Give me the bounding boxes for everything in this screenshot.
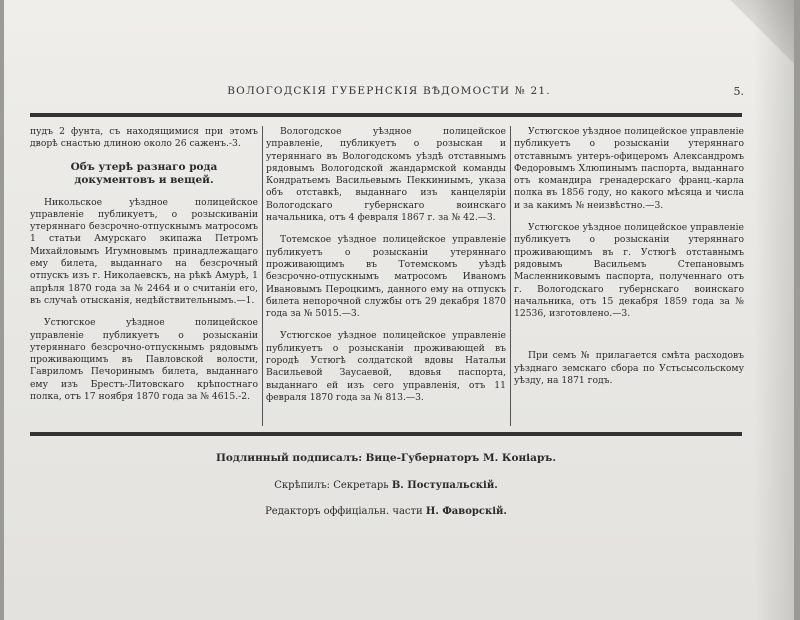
signature-line [30, 506, 742, 517]
page-header [34, 85, 744, 101]
newspaper-title: ВОЛОГОДСКІЯ ГУБЕРНСКІЯ ВѢДОМОСТИ № 21. [227, 85, 551, 97]
notice-paragraph: Вологодское уѣздное полицейское управленіе, публикуетъ о розыскан и утеряннаго въ Вологодскомъ уѣздѣ отставнымъ рядовымъ Вологодской жандармской команды Кондратьемъ Васильевымъ Пеккиниымъ, указа объ отставкѣ, выданнаго изъ канцеляріи Вологодскаго губернскаго воинскаго начальника, отъ 4 февраля 1867 г. за № 42.—3. [266, 126, 506, 224]
header-rule [30, 113, 742, 117]
notice-paragraph: Устюгское уѣздное полицейское управленіе публикуетъ о розысканіи утеряннаго проживающимъ въ г. Устюгѣ отставнымъ рядовымъ Васильемъ Степановымъ Масленниковымъ паспорта, полученнаго отъ г. Вологодскаго губернскаго воинскаго начальника, отъ 15 декабря 1859 года за № 12536, изготовлено.—3. [514, 222, 744, 320]
notice-paragraph: Устюгское уѣздное полицейское управленіе публикуетъ о розысканіи утеряннаго отставнымъ унтеръ-офицеромъ Александромъ Федоровымъ Хлюпинымъ паспорта, выданнаго отъ командира гренадерскаго франц.-карла полка въ 1856 году, но какого мѣсяца и числа и за какимъ № неизвѣстно.—3. [514, 126, 744, 211]
signature-line [30, 452, 742, 464]
section-heading: Объ утерѣ разнаго рода документовъ и вещей. [70, 160, 218, 186]
column-2 [266, 126, 506, 414]
signature-label: Скрѣпилъ: Секретарь [274, 480, 389, 491]
signature-name: Н. Фаворскій. [425, 506, 507, 517]
signature-label: Подлинный подписалъ: [215, 452, 363, 464]
continued-text: пудъ 2 фунта, съ находящимися при этомъ дворѣ снастью длиною около 26 саженъ.-3. [30, 126, 258, 150]
column-divider [262, 126, 263, 426]
column-3 [514, 126, 744, 397]
column-1 [30, 126, 258, 413]
column-divider [510, 126, 511, 426]
page-fold [724, 0, 794, 70]
signature-name: В. Поступальскій. [391, 480, 498, 491]
footer-rule [30, 432, 742, 436]
signature-name: Вице-Губернаторъ М. Коніаръ. [365, 452, 556, 464]
notice-paragraph: Устюгское уѣздное полицейское управленіе публикуетъ о розысканіи утеряннаго безсрочно-отпускнымъ рядовымъ проживающимъ въ Павловской волости, Гавриломъ Печоринымъ билета, выданнаго ему изъ Брестъ-Литовскаго крѣпостнаго полка, отъ 17 ноября 1870 года за № 4615.-2. [30, 317, 258, 403]
notice-paragraph: Тотемское уѣздное полицейское управленіе публикуетъ о розысканіи утеряннаго проживающимъ въ Тотемскомъ уѣздѣ безсрочно-отпускнымъ матросомъ Иваномъ Ивановымъ Пероцкимъ, данного ему на отпускъ билета непорочной службы отъ 29 декабря 1870 года за № 5015.—3. [266, 234, 506, 320]
notice-paragraph: Устюгское уѣздное полицейское управленіе публикуетъ о розысканіи проживающей въ городѣ Устюгѣ солдатской вдовы Натальи Васильевой Заусаевой, вдовья паспорта, выданнаго ей изъ сего управленія, отъ 11 февраля 1870 года за № 813.—3. [266, 330, 506, 403]
signature-label: Редакторъ оффиціальн. части [265, 506, 423, 517]
notice-paragraph: Никольское уѣздное полицейское управленіе публикуетъ, о розыскиваніи утеряннаго безсрочно-отпускнымъ матросомъ 1 статьи Амурскаго экипажа Петромъ Михайловымъ Игумновымъ принадлежащаго ему билета, выданнаго на безсрочный отпускъ изъ г. Николаевскъ, на рѣкѣ Амурѣ, 1 апрѣля 1870 года за № 2464 и о считаніи его, въ случаѣ отысканія, недѣйствительнымъ.—1. [30, 196, 258, 306]
notice-paragraph: При семъ № прилагается смѣта расходовъ уѣзднаго земскаго сбора по Устьсысольскому уѣзду, на 1871 годъ. [514, 350, 744, 387]
page-number: 5. [733, 85, 744, 98]
signature-line [30, 480, 742, 491]
newspaper-page [4, 0, 794, 620]
